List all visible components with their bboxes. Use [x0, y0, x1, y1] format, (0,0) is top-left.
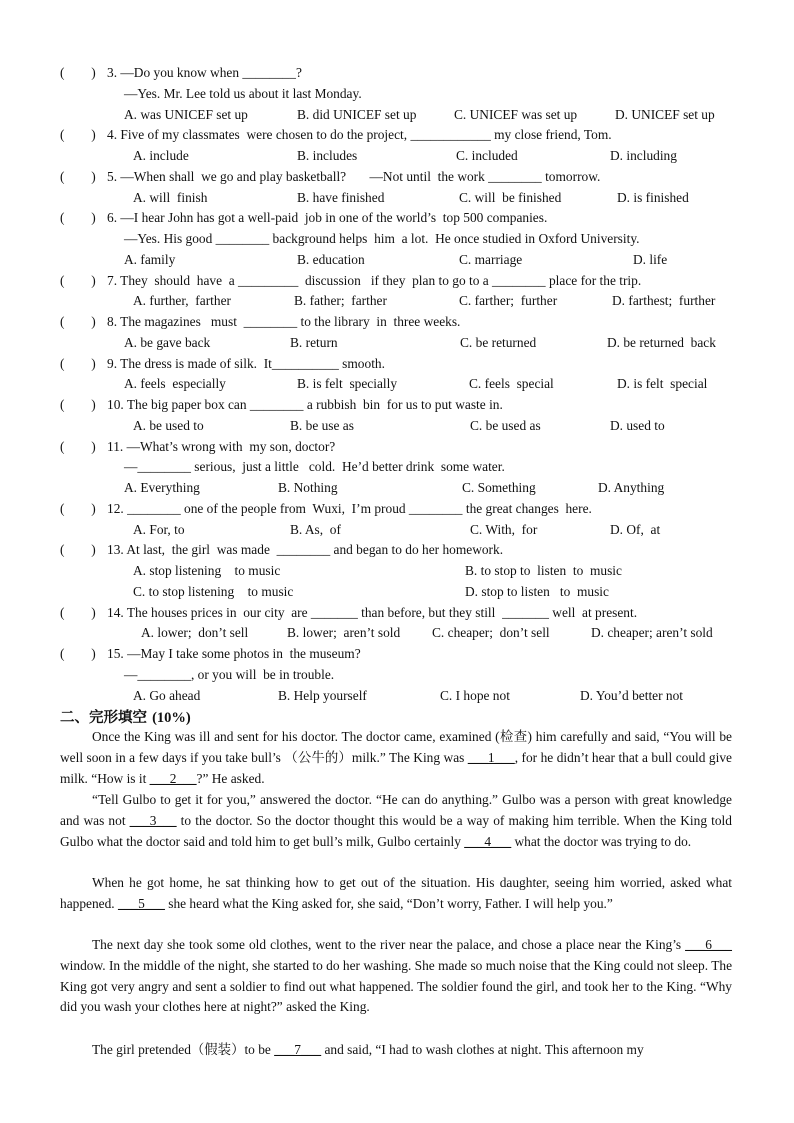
passage-text: what the doctor was trying to do.	[511, 833, 692, 849]
question-stem: 6. —I hear John has got a well-paid job in one of the world’s top 500 companies.	[107, 210, 548, 226]
option[interactable]: C. marriage	[459, 251, 523, 267]
question-stem: 9. The dress is made of silk. It__________ smooth.	[107, 355, 385, 371]
answer-paren[interactable]: ( )	[60, 438, 96, 454]
question-stem: 11. —What’s wrong with my son, doctor?	[107, 438, 336, 454]
option[interactable]: B. have finished	[297, 189, 385, 205]
option[interactable]: B. lower; aren’t sold	[287, 625, 401, 641]
option[interactable]: A. stop listening to music	[133, 563, 281, 578]
passage-paragraph	[60, 873, 732, 915]
question-stem: 4. Five of my classmates were chosen to do the project, ____________ my close friend, Tom.	[107, 127, 612, 143]
question-stem: 10. The big paper box can ________ a rubbish bin for us to put waste in.	[107, 397, 503, 412]
option[interactable]: D. used to	[610, 417, 665, 433]
passage-text: The girl pretended（假装）to be	[92, 1042, 275, 1057]
option[interactable]: C. to stop listening to music	[133, 583, 294, 599]
option[interactable]: A. family	[124, 251, 176, 267]
option[interactable]: B. Nothing	[278, 480, 338, 495]
question-stem: 12. ________ one of the people from Wuxi, I’m proud ________ the great changes here.	[107, 500, 592, 516]
option[interactable]: B. is felt specially	[297, 376, 398, 392]
cloze-blank[interactable]: ___7___	[274, 1042, 322, 1057]
passage-text: and said, “I had to wash clothes at night. This afternoon my	[321, 1042, 644, 1057]
answer-paren[interactable]: ( )	[60, 65, 96, 80]
option[interactable]: A. include	[133, 148, 189, 163]
answer-paren[interactable]: ( )	[60, 397, 96, 412]
option[interactable]: A. be gave back	[124, 334, 211, 350]
option[interactable]: D. is finished	[617, 189, 689, 205]
passage-text: window. In the middle of the night, she started to do her washing. She made so much noise that the King could not sleep. The King got very angry and sent a soldier to find out what happened. The soldier found the girl, and took her to the King. “Why did you wash your clothes here at night?” asked the King.	[60, 957, 733, 1015]
option[interactable]: C. cheaper; don’t sell	[432, 625, 550, 641]
option[interactable]: B. be use as	[290, 417, 354, 433]
option[interactable]: C. be used as	[470, 417, 541, 433]
option[interactable]: D. stop to listen to music	[465, 583, 609, 599]
question-stem: 15. —May I take some photos in the museum?	[107, 646, 361, 661]
option[interactable]: C. be returned	[460, 334, 537, 350]
passage-paragraph	[60, 790, 732, 852]
option[interactable]: A. will finish	[133, 189, 208, 205]
question-stem: 8. The magazines must ________ to the library in three weeks.	[107, 314, 461, 329]
option[interactable]: C. feels special	[469, 376, 554, 392]
option[interactable]: C. included	[456, 148, 518, 163]
option[interactable]: D. UNICEF set up	[615, 106, 715, 122]
option[interactable]: D. Of, at	[610, 521, 661, 537]
option[interactable]: D. farthest; further	[612, 293, 716, 309]
question-reply: —Yes. Mr. Lee told us about it last Monday.	[124, 85, 362, 101]
option[interactable]: A. For, to	[133, 521, 185, 537]
option[interactable]: D. life	[633, 251, 668, 267]
question-stem: 14. The houses prices in our city are _______ than before, but they still _______ well at present.	[107, 604, 638, 620]
option[interactable]: A. was UNICEF set up	[124, 106, 248, 122]
question-reply: —________, or you will be in trouble.	[124, 666, 335, 682]
answer-paren[interactable]: ( )	[60, 210, 96, 226]
option[interactable]: B. to stop to listen to music	[465, 563, 622, 578]
option[interactable]: B. Help yourself	[278, 687, 367, 703]
option[interactable]: B. includes	[297, 148, 358, 163]
cloze-blank[interactable]: ___5___	[118, 895, 165, 911]
passage-text: , for he didn’t hear that a bull could give milk. “How is it	[60, 749, 732, 786]
option[interactable]: D. Anything	[598, 480, 665, 495]
passage-text: Once the King was ill and sent for his doctor. The doctor came, examined (检查) him carefully and said, “You will be well soon in a few days if you take bull’s （公牛的）milk.” The King was	[60, 729, 732, 765]
option[interactable]: C. farther; further	[459, 293, 558, 309]
option[interactable]: B. father; farther	[294, 293, 387, 309]
question-reply: —________ serious, just a little cold. He’d better drink some water.	[124, 459, 505, 475]
option[interactable]: D. including	[610, 148, 677, 163]
option[interactable]: B. return	[290, 334, 338, 350]
section-score: (10%)	[152, 710, 191, 726]
answer-paren[interactable]: ( )	[60, 646, 96, 661]
cloze-blank[interactable]: ___4___	[464, 833, 512, 849]
passage-text: The next day she took some old clothes, went to the river near the palace, and chose a place near the King’s	[92, 937, 686, 952]
passage-text: to the doctor. So the doctor thought this would be a way of making him terrible. When the King told Gulbo what the doctor said and told him to get bull’s milk, Gulbo certainly	[60, 812, 732, 849]
option[interactable]: A. Everything	[124, 480, 200, 495]
option[interactable]: B. education	[297, 251, 365, 267]
option[interactable]: A. be used to	[133, 417, 204, 433]
passage-paragraph	[60, 935, 732, 1018]
answer-paren[interactable]: ( )	[60, 314, 96, 329]
passage-text: When he got home, he sat thinking how to get out of the situation. His daughter, seeing him worried, asked what happened.	[60, 875, 732, 911]
option[interactable]: C. will be finished	[459, 189, 562, 205]
cloze-blank[interactable]: ___1___	[467, 749, 515, 765]
option[interactable]: C. With, for	[470, 521, 538, 537]
question-stem: 7. They should have a _________ discussion if they plan to go to a ________ place for the trip.	[107, 272, 642, 288]
section-title: 二、完形填空	[60, 710, 147, 726]
question-stem: 3. —Do you know when ________?	[107, 65, 302, 80]
answer-paren[interactable]: ( )	[60, 127, 96, 143]
answer-paren[interactable]: ( )	[60, 272, 96, 288]
option[interactable]: A. lower; don’t sell	[141, 625, 249, 641]
question-stem: 5. —When shall we go and play basketball? —Not until the work ________ tomorrow.	[107, 168, 601, 184]
answer-paren[interactable]: ( )	[60, 168, 96, 184]
option[interactable]: C. I hope not	[440, 687, 510, 703]
option[interactable]: B. did UNICEF set up	[297, 106, 417, 122]
option[interactable]: A. feels especially	[124, 376, 226, 392]
option[interactable]: D. be returned back	[607, 334, 716, 350]
cloze-blank[interactable]: ___6___	[685, 937, 732, 952]
passage-paragraph	[60, 1040, 732, 1061]
passage-text: she heard what the King asked for, she said, “Don’t worry, Father. I will help you.”	[164, 895, 613, 911]
option[interactable]: B. As, of	[290, 521, 341, 537]
question-stem: 13. At last, the girl was made ________ and began to do her homework.	[107, 542, 504, 558]
cloze-blank[interactable]: ___2___	[149, 770, 197, 786]
answer-paren[interactable]: ( )	[60, 355, 96, 371]
passage-paragraph	[60, 727, 732, 789]
option[interactable]: C. Something	[462, 480, 536, 495]
option[interactable]: A. further, farther	[133, 293, 231, 309]
option[interactable]: D. cheaper; aren’t sold	[591, 625, 713, 641]
passage-text: ?” He asked.	[196, 770, 265, 786]
passage-text: “Tell Gulbo to get it for you,” answered the doctor. “He can do anything.” Gulbo was a person with great knowledge and was not	[60, 792, 732, 828]
cloze-blank[interactable]: ___3___	[129, 812, 177, 828]
option[interactable]: D. is felt special	[617, 376, 708, 392]
option[interactable]: C. UNICEF was set up	[454, 106, 578, 122]
option[interactable]: D. You’d better not	[580, 687, 684, 703]
answer-paren[interactable]: ( )	[60, 500, 96, 516]
answer-paren[interactable]: ( )	[60, 604, 96, 620]
question-reply: —Yes. His good ________ background helps him a lot. He once studied in Oxford University.	[124, 231, 640, 246]
section-heading	[60, 706, 191, 727]
answer-paren[interactable]: ( )	[60, 542, 96, 558]
option[interactable]: A. Go ahead	[133, 687, 201, 703]
